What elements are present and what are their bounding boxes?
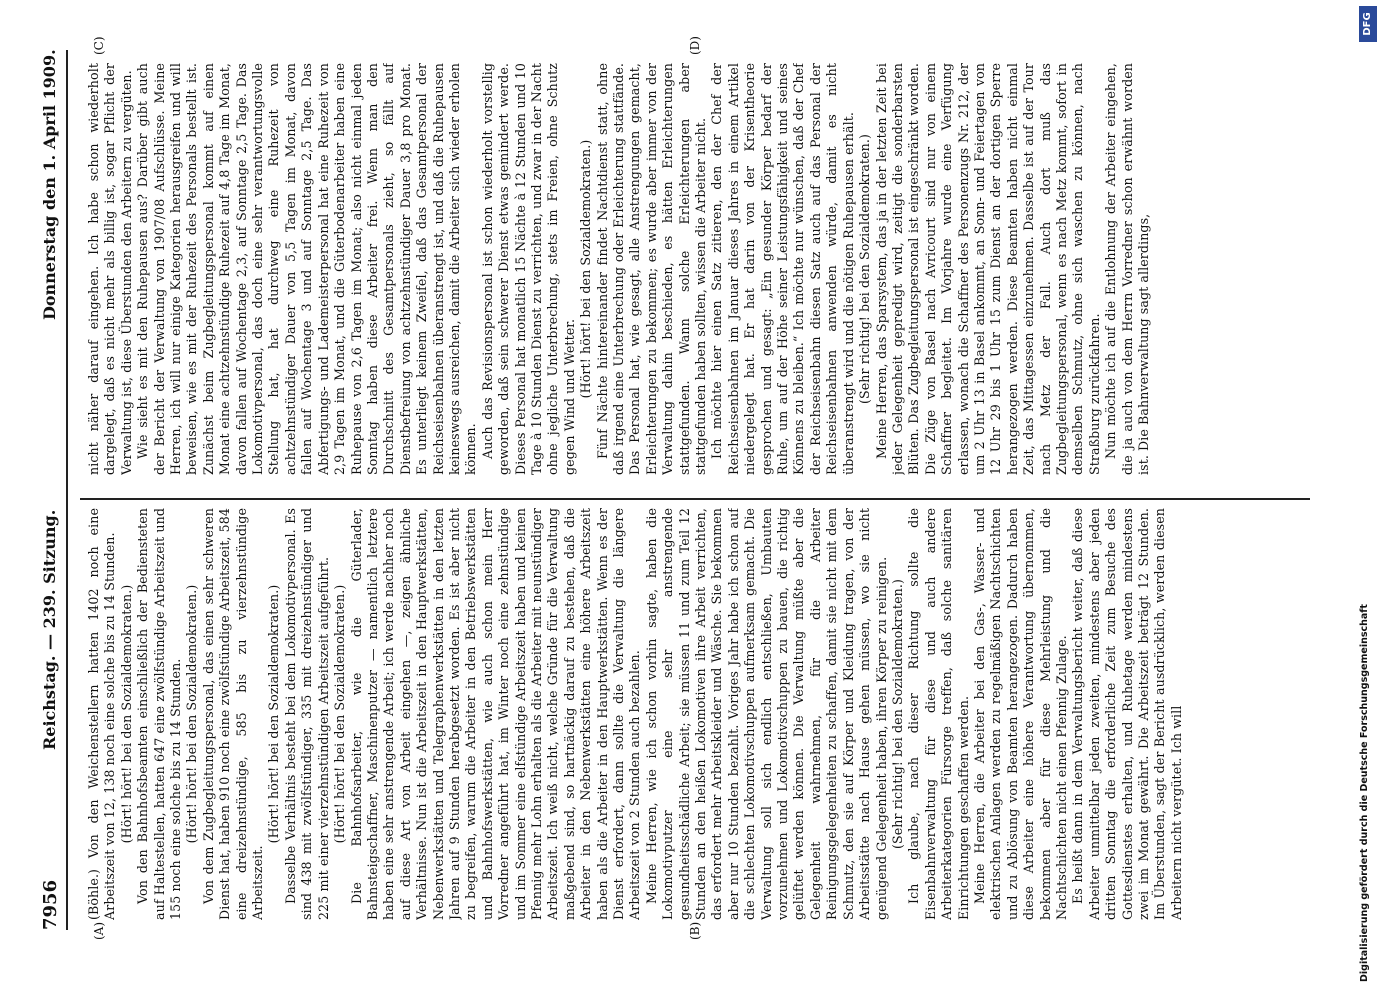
paragraph: Wie sieht es mit den Ruhepausen aus? Darüber gibt auch der Bericht der Verwaltung von 1907/08 Aufschlüsse. Meine Herren, ich will nur einige Kategorien herausgreifen und will beweisen, wie es mit der Ruhezeit des Personals bestellt ist. Zunächst beim Zugbegleitungspersonal kommt auf einen Monat eine achtzehnstündige Ruhezeit auf 4,8 Tage im Monat, davon fallen auf Wochentage 2,3, auf Sonntage 2,5 Tage. Das Lokomotivpersonal, das doch eine sehr verantwortungsvolle Stellung hat, hat durchweg eine Ruhezeit von achtzehnstündiger Dauer von 5,5 Tagen im Monat, davon fallen auf Wochentage 3 und auf Sonntage 2,5 Tage. Das Abfertigungs- und Lademeisterpersonal hat eine Ruhezeit von 2,9 Tagen im Monat, und die Güterbodenarbeiter haben eine Ruhepause von 2,6 Tagen im Monat; also nicht einmal jeden Sonntag haben diese Arbeiter frei. Wenn man den Durchschnitt des Gesamtpersonals zieht, so fällt auf Dienstbefreiung von achtzehnstündiger Dauer 3,8 pro Monat. Es unterliegt keinem Zweifel, daß das Gesamtpersonal der Reichseisenbahnen überanstrengt ist, und daß die Ruhepausen keineswegs ausreichen, damit die Arbeiter sich wieder erholen können. — [135, 63, 479, 475]
paragraph: Nun möchte ich auf die Entlohnung der Arbeiter eingehen, die ja auch von dem Herrn Vorredner schon erwähnt worden ist. Die Bahnverwaltung sagt allerdings, — [1103, 63, 1151, 475]
paragraph: Ich möchte hier einen Satz zitieren, den der Chef der Reichseisenbahnen im Januar dieses Jahres in einem Artikel niedergelegt hat. Er hat darin von der Krisentheorie gesprochen und gesagt: „Ein gesunder Körper bedarf der Ruhe, um auf der Höhe seiner Leistungsfähigkeit und seines Könnens zu bleiben.“ Ich möchte nur wünschen, daß der Chef der Reichseisenbahn diesen Satz auch auf das Personal der Reichseisenbahnen anwenden würde, damit es nicht überanstrengt wird und die nötigen Ruhepausen erhält. — [709, 63, 856, 475]
digitization-credit-text: Digitalisierung gefördert durch die Deutsche Forschungsgemeinschaft — [1359, 604, 1370, 982]
dfg-logo-text: DFG — [1362, 12, 1373, 36]
margin-marker-c: (C) — [92, 36, 106, 55]
paragraph: Meine Herren, das Sparsystem, das ja in der letzten Zeit bei jeder Gelegenheit gepredigt wird, zeitigt die sonderbarsten Blüten. Das Zugbegleitungspersonal ist eingeschränkt worden. Die Züge von Basel nach Avricourt sind nur von einem Schaffner begleitet. Im Vorjahre wurde eine Verfügung erlassen, wonach die Schaffner des Personenzugs Nr. 212, der um 2 Uhr 13 in Basel ankommt, an Sonn- und Feiertagen von 12 Uhr 29 bis 1 Uhr 15 zum Dienst an der dortigen Sperre herangezogen werden. Diese Beamten haben nicht einmal Zeit, das Mittagessen einzunehmen. Dasselbe ist auf der Tour nach Metz der Fall. Auch dort muß das Zugbegleitungspersonal, wenn es nach Metz kommt, sofort in demselben Schmutz, ohne sich waschen zu können, nach Straßburg zurückfahren. — [873, 63, 1102, 475]
left-column — [86, 508, 1306, 920]
paragraph: Fünf Nächte hintereinander findet Nachtdienst statt, ohne daß irgend eine Unterbrechung oder Erleichterung stattfände. Das Personal hat, wie gesagt, alle Anstrengungen gemacht, Erleichterungen zu bekommen; es wurde aber immer von der Verwaltung dahin beschieden, es hätten Erleichterungen stattgefunden. Wann solche Erleichterungen aber stattgefunden haben sollten, wissen die Arbeiter nicht. — [594, 63, 709, 475]
right-column — [86, 63, 1306, 475]
interjection: (Hört! hört! bei den Sozialdemokraten.) — [266, 584, 282, 844]
page-number: 7956 — [40, 879, 61, 930]
column-divider — [80, 498, 1310, 500]
paragraph: Von dem Zugbegleitungspersonal, das einen sehr schweren Dienst hat, haben 910 noch eine zwölfstündige Arbeitszeit, 584 eine dreizehnstündige, 585 bis zu vierzehnstündige Arbeitszeit. — [200, 508, 266, 920]
interjection: (Hört! hört! bei den Sozialdemokraten.) — [184, 584, 200, 844]
margin-marker-d: (D) — [688, 36, 702, 55]
header-rule — [66, 50, 68, 930]
paragraph: nicht näher darauf eingehen. Ich habe schon wiederholt dargelegt, daß es nicht mehr als billig ist, sogar Pflicht der Verwaltung ist, diese Überstunden den Arbeitern zu vergüten. — [86, 63, 134, 475]
paragraph: Ich glaube, nach dieser Richtung sollte die Eisenbahnverwaltung für diese und auch andere Arbeiterkategorien Fürsorge treffen, daß solche sanitären Einrichtungen geschaffen werden. — [906, 508, 971, 920]
paragraph: Meine Herren, wie ich schon vorhin sagte, haben die Lokomotivputzer eine sehr anstrengende gesundheitsschädliche Arbeit; sie müssen 11 und zum Teil 12 Stunden an den heißen Lokomotiven ihre Arbeit verrichten, das erfordert mehr Arbeitskleider und Wäsche. Sie bekommen aber nur 10 Stunden bezahlt. Voriges Jahr habe ich schon auf die schlechten Lokomotivschuppen aufmerksam gemacht. Die Verwaltung soll sich endlich entschließen, Umbauten vorzunehmen und Lokomotivschuppen zu bauen, die richtig gelüftet werden können. Die Verwaltung müßte aber die Gelegenheit wahrnehmen, für die Arbeiter Reinigungsgelegenheiten zu schaffen, damit sie nicht mit dem Schmutz, den sie auf Körper und Kleidung tragen, von der Arbeitsstätte nach Hause gehen müssen, wo sie nicht genügend Gelegenheit haben, ihren Körper zu reinigen. — [643, 508, 889, 920]
paragraph: Es heißt dann in dem Verwaltungsbericht weiter, daß diese Arbeiter unmittelbar jeden zweiten, mindestens aber jeden dritten Sonntag die erforderliche Zeit zum Besuche des Gottesdienstes erhalten, und Ruhetage werden mindestens zwei im Monat gewährt. Die Arbeitszeit beträgt 12 Stunden. Im Überstunden, sagt der Bericht ausdrücklich, werden diesen Arbeitern nicht vergütet. Ich will — [1070, 508, 1184, 920]
digitization-credit — [1359, 22, 1373, 982]
interjection: (Hört! hört! bei den Sozialdemokraten.) — [578, 139, 594, 399]
paragraph: Dasselbe Verhältnis besteht bei dem Lokomotivpersonal. Es sind 438 mit zwölfstündiger, 335 mit dreizehnstündiger und 225 mit einer vierzehnstündigen Arbeitszeit aufgeführt. — [282, 508, 331, 920]
interjection: (Sehr richtig! bei den Sozialdemokraten.) — [857, 134, 873, 404]
session-date: Donnerstag den 1. April 1909. — [40, 49, 59, 320]
paragraph: (Böhle.) Von den Weichenstellern hatten 1402 noch eine Arbeitszeit von 12, 138 noch eine solche bis zu 14 Stunden. — [86, 508, 118, 920]
paragraph: Von den Bahnhofsbeamten einschließlich der Bediensteten auf Haltestellen, hatten 647 eine zwölfstündige Arbeitszeit und 155 noch eine solche bis zu 14 Stunden. — [135, 508, 184, 920]
paragraph: Die Bahnhofsarbeiter, wie die Güterlader, Bahnsteigschaffner, Maschinenputzer — namentlich letztere haben eine sehr anstrengende Arbeit; ich werde nachher noch auf diese Art von Arbeit eingehen —, zeigen ähnliche Verhältnisse. Nun ist die Arbeitszeit in den Hauptwerkstätten, Nebenwerkstätten und Telegraphenwerkstätten in den letzten Jahren auf 9 Stunden herabgesetzt worden. Es ist aber nicht zu begreifen, warum die Arbeiter in den Betriebswerkstätten und Bahnhofswerkstätten, wie auch schon mein Herr Vorredner angeführt hat, im Winter noch eine zehnstündige und im Sommer eine elfstündige Arbeitszeit haben und keinen Pfennig mehr Lohn erhalten als die Arbeiter mit neunstündiger Arbeitszeit. Ich weiß nicht, welche Gründe für die Verwaltung maßgebend sind, so hartnäckig darauf zu bestehen, daß die Arbeiter in den Nebenwerkstätten eine höhere Arbeitszeit haben als die Arbeiter in den Hauptwerkstätten. Wenn es der Dienst erfordert, dann sollte die Verwaltung die längere Arbeitszeit von 2 Stunden auch bezahlen. — [348, 508, 643, 920]
interjection: (Hört! hört! bei den Sozialdemokraten.) — [332, 584, 348, 844]
session-title: Reichstag. — 239. Sitzung. — [40, 509, 59, 750]
paragraph: Meine Herren, die Arbeiter bei den Gas-, Wasser- und elektrischen Anlagen werden zu regelmäßigen Nachtschichten und zu Ablösung von Beamten herangezogen. Dadurch haben diese Arbeiter eine höhere Verantwortung übernommen, bekommen aber für diese Mehrleistung und die Nachtschichten nicht einen Pfennig Zulage. — [971, 508, 1069, 920]
margin-marker-a: (A) — [92, 921, 106, 940]
paragraph: Auch das Revisionspersonal ist schon wiederholt vorstellig geworden, daß sein schwerer Dienst etwas gemindert werde. Dieses Personal hat monatlich 15 Nächte à 12 Stunden und 10 Tage à 10 Stunden Dienst zu verrichten, und zwar in der Nacht ohne jegliche Unterbrechung, stets im Freien, ohne Schutz gegen Wind und Wetter. — [479, 63, 577, 475]
margin-marker-b: (B) — [688, 921, 702, 940]
interjection: (Hört! hört! bei den Sozialdemokraten.) — [118, 584, 134, 844]
page-header — [36, 30, 66, 930]
interjection: (Sehr richtig! bei den Sozialdemokraten.) — [889, 579, 905, 849]
